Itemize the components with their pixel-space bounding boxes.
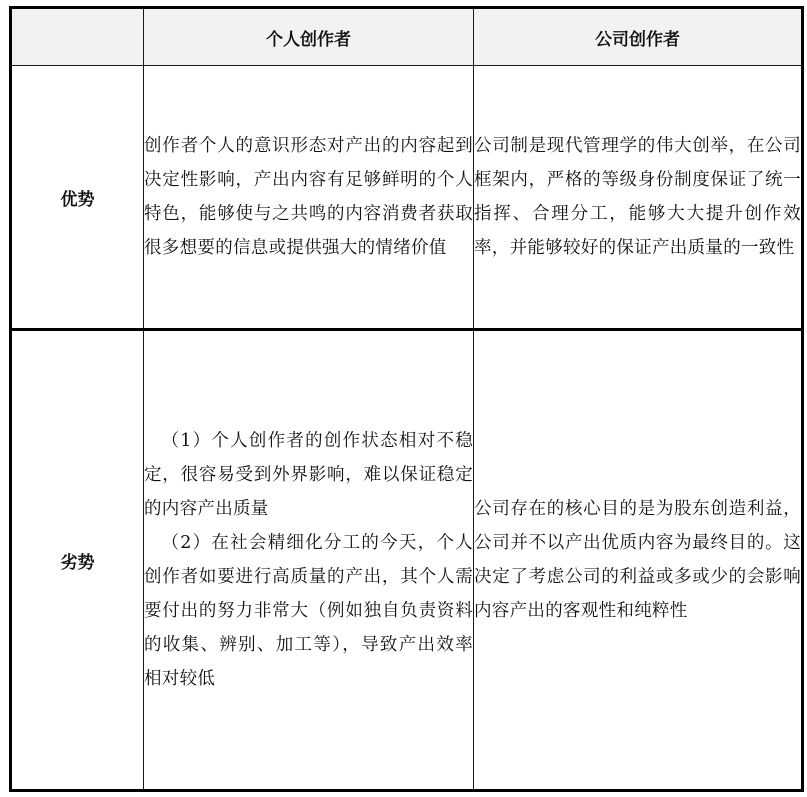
- advantages-company-cell: [474, 66, 803, 330]
- header-row: [11, 8, 803, 66]
- advantages-company-text: 公司制是现代管理学的伟大创举，在公司框架内，严格的等级身份制度保证了统一指挥、合理分工，能够大大提升创作效率，并能够较好的保证产出质量的一致性: [474, 136, 801, 258]
- disadvantages-individual-point-1: （1）个人创作者的创作状态相对不稳定，很容易受到外界影响，难以保证稳定的内容产出质量: [144, 431, 473, 519]
- row-label-advantages: 优势: [11, 66, 144, 330]
- header-company-creator: 公司创作者: [474, 8, 803, 66]
- header-corner-cell: [11, 8, 144, 66]
- disadvantages-company-text: 公司存在的核心目的是为股东创造利益，公司并不以产出优质内容为最终目的。这决定了考虑公司的利益或多或少的会影响内容产出的客观性和纯粹性: [474, 499, 801, 621]
- comparison-table-container: [9, 6, 801, 789]
- table-row-advantages: [11, 66, 803, 330]
- advantages-individual-text: 创作者个人的意识形态对产出的内容起到决定性影响，产出内容有足够鲜明的个人特色，能够使与之共鸣的内容消费者获取很多想要的信息或提供强大的情绪价值: [144, 136, 473, 258]
- disadvantages-individual-point-2: （2）在社会精细化分工的今天，个人创作者如要进行高质量的产出，其个人需要付出的努力非常大（例如独自负责资料的收集、辨别、加工等），导致产出效率相对较低: [144, 533, 473, 689]
- disadvantages-company-cell: [474, 330, 803, 791]
- advantages-individual-cell: [144, 66, 474, 330]
- disadvantages-individual-cell: [144, 330, 474, 791]
- header-individual-creator: 个人创作者: [144, 8, 474, 66]
- table-row-disadvantages: [11, 330, 803, 791]
- comparison-table: [9, 6, 804, 792]
- row-label-disadvantages: 劣势: [11, 330, 144, 791]
